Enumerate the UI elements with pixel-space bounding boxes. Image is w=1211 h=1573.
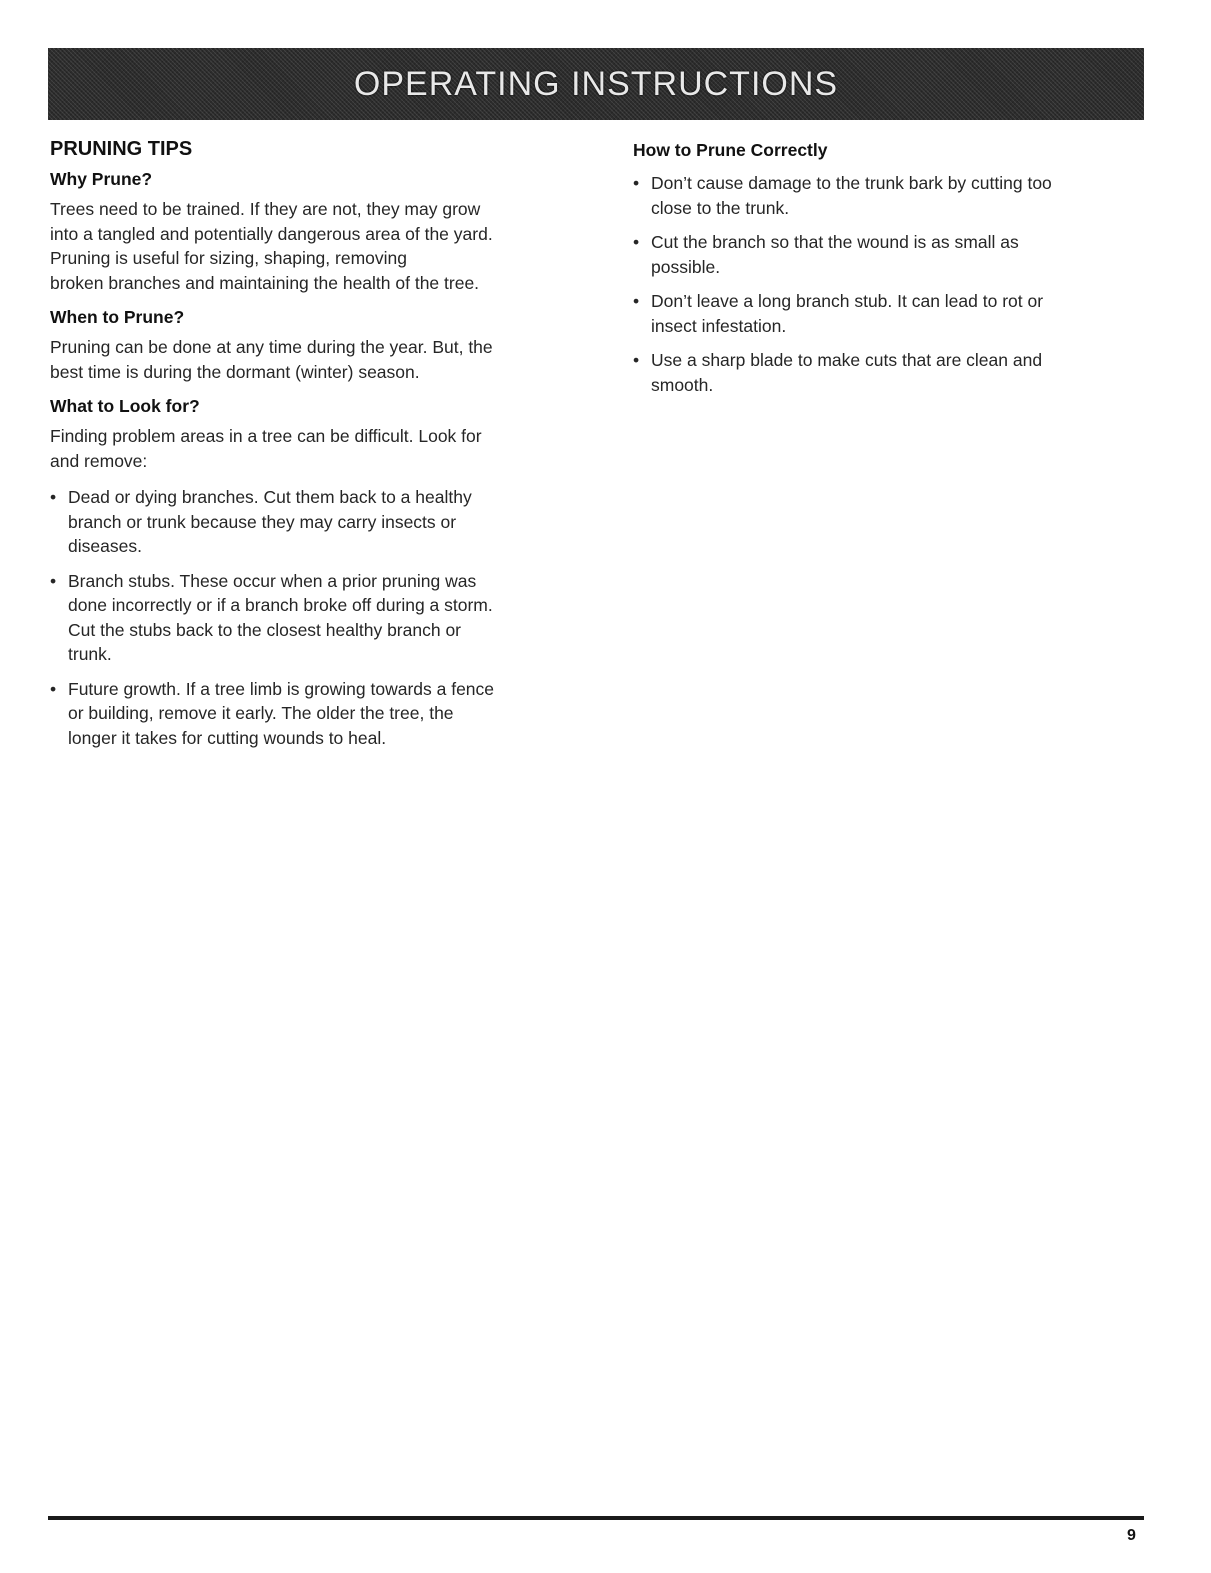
list-item-line: Branch stubs. These occur when a prior pruning was [68,570,477,591]
bullet-icon: • [633,232,640,252]
paragraph-line: and remove: [50,450,148,471]
list-item-line: Don’t cause damage to the trunk bark by cutting too [651,173,1052,193]
what-to-look-for-heading: What to Look for? [50,396,200,416]
how-to-prune-heading: How to Prune Correctly [633,140,828,160]
list-item-line: Cut the stubs back to the closest healthy branch or [68,619,461,640]
what-to-look-for-paragraph [50,424,580,473]
list-item-line: longer it takes for cutting wounds to heal. [68,727,387,748]
left-column [50,138,580,762]
paragraph-line: into a tangled and potentially dangerous area of the yard. [50,223,493,244]
paragraph-line: broken branches and maintaining the health of the tree. [50,272,480,293]
list-item-line: insect infestation. [651,315,787,336]
why-prune-heading: Why Prune? [50,169,153,189]
list-item-line: possible. [651,256,721,277]
list-item-line: branch or trunk because they may carry insects or [68,511,457,532]
page-header-title: OPERATING INSTRUCTIONS [353,64,839,103]
bullet-icon: • [633,350,640,370]
paragraph-line: Pruning is useful for sizing, shaping, removing [50,248,407,268]
how-to-prune-list [633,171,1133,397]
page-number: 9 [1127,1527,1136,1544]
list-item-line: or building, remove it early. The older the tree, the [68,703,454,723]
bullet-icon: • [50,678,57,699]
list-item [633,230,1133,279]
bullet-icon: • [633,291,640,311]
why-prune-paragraph [50,197,580,295]
section-title: PRUNING TIPS [50,138,193,160]
list-item-line: Cut the branch so that the wound is as small as [651,232,1019,252]
paragraph-line: Trees need to be trained. If they are not, they may grow [50,199,481,219]
list-item [50,485,580,559]
list-item [633,348,1133,397]
list-item-line: Future growth. If a tree limb is growing towards a fence [68,678,495,699]
list-item-line: diseases. [68,536,142,556]
what-to-look-for-list [50,485,580,750]
list-item-line: Use a sharp blade to make cuts that are clean and [651,350,1043,370]
list-item-line: Dead or dying branches. Cut them back to a healthy [68,487,472,507]
list-item [50,677,580,751]
when-prune-paragraph [50,335,580,384]
when-prune-heading: When to Prune? [50,307,185,327]
bullet-icon: • [633,173,640,193]
footer-divider [48,1516,1144,1520]
list-item-line: done incorrectly or if a branch broke off during a storm. [68,595,493,615]
paragraph-line: Finding problem areas in a tree can be difficult. Look for [50,426,482,446]
list-item-line: trunk. [68,644,112,664]
list-item-line: Don’t leave a long branch stub. It can lead to rot or [651,291,1044,311]
list-item [633,171,1133,220]
bullet-icon: • [50,570,57,591]
bullet-icon: • [50,487,57,507]
list-item-line: smooth. [651,374,714,395]
list-item-line: close to the trunk. [651,197,790,218]
list-item [633,289,1133,338]
paragraph-line: Pruning can be done at any time during the year. But, the [50,337,493,357]
paragraph-line: best time is during the dormant (winter) season. [50,361,420,382]
right-column [633,138,1133,409]
header-banner [48,48,1144,120]
list-item [50,569,580,667]
